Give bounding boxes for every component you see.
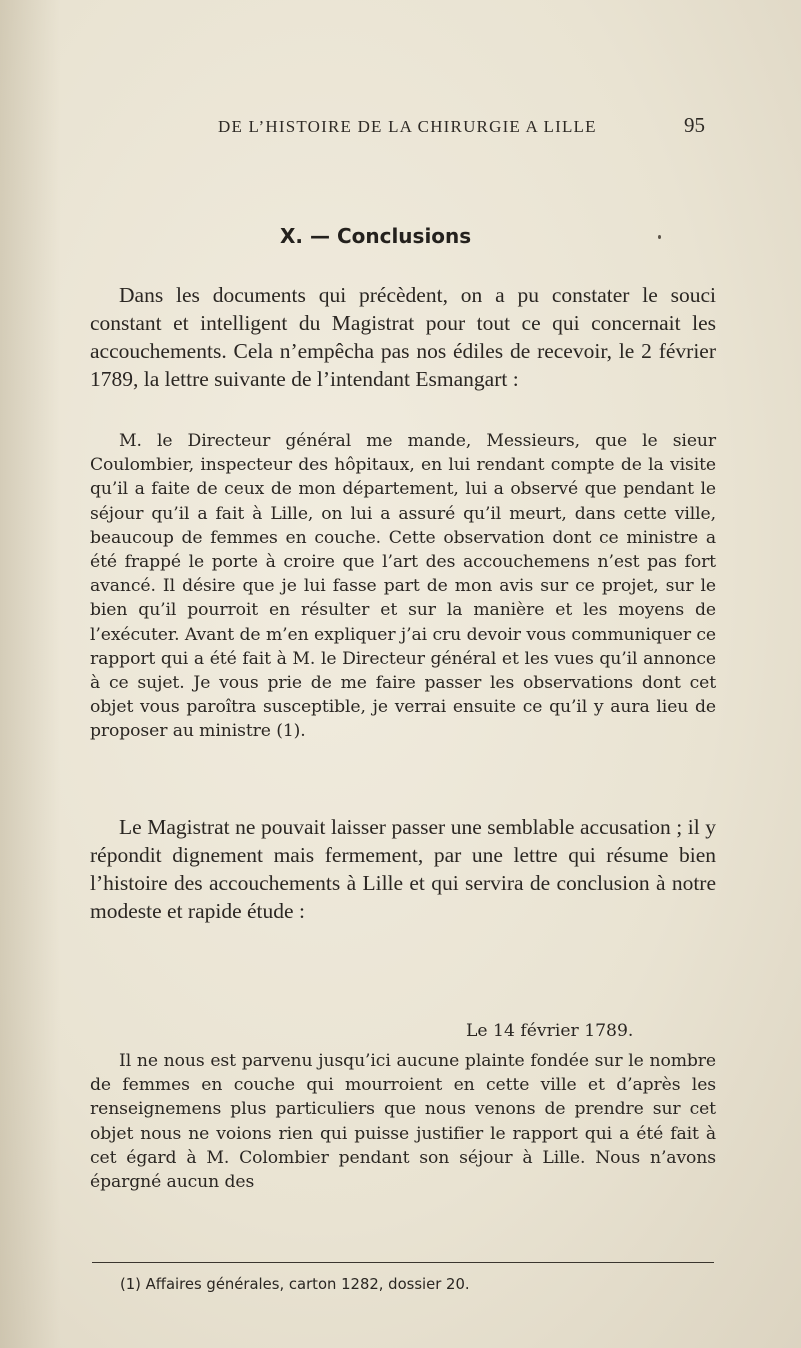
footnote: (1) Affaires générales, carton 1282, dossier 20. [120,1276,470,1293]
page-number: 95 [684,113,705,137]
page-edge-shadow [0,0,60,1348]
footnote-rule [92,1262,714,1263]
paragraph-intro: Dans les documents qui précèdent, on a pu constater le souci constant et intelligent du Magistrat pour tout ce qui concernait les accouchements. Cela n’empêcha pas nos édiles de recevoir, le 2 février 1789, la lettre suivante de l’intendant Esmangart : [90,283,716,391]
quoted-letter-intendant: M. le Directeur général me mande, Messieurs, que le sieur Coulombier, inspecteur des hôpitaux, en lui rendant compte de la visite qu’il a faite de ceux de mon département, lui a observé que pendant le séjour qu’il a fait à Lille, on lui a assuré qu’il meurt, dans cette ville, beaucoup de femmes en couche. Cette observation dont ce ministre a été frappé le porte à croire que l’art des accouchemens n’est pas fort avancé. Il désire que je lui fasse part de mon avis sur ce projet, sur le bien qu’il pourroit en résulter et sur la manière et les moyens de l’exécuter. Avant de m’en expliquer j’ai cru devoir vous communiquer ce rapport qui a été fait à M. le Directeur général et les vues qu’il annonce à ce sujet. Je vous prie de me faire passer les observations dont cet objet vous paroîtra susceptible, je verrai ensuite ce qu’il y aura lieu de proposer au ministre (1). [90,431,716,742]
ink-speck [658,235,661,239]
running-head: DE L’HISTOIRE DE LA CHIRURGIE A LILLE [218,117,597,136]
section-title: X. — Conclusions [280,224,472,248]
paragraph-magistrat: Le Magistrat ne pouvait laisser passer une semblable accusation ; il y répondit dignement mais fermement, par une lettre qui résume bien l’histoire des accouchements à Lille et qui servira de conclusion à notre modeste et rapide étude : [90,815,716,923]
letter-dateline: Le 14 février 1789. [466,1021,634,1041]
quoted-letter-magistrat: Il ne nous est parvenu jusqu’ici aucune plainte fondée sur le nombre de femmes en couche qui mourroient en cette ville et d’après les renseignemens plus particuliers que nous venons de prendre sur cet objet nous ne voions rien qui puisse justifier le rapport qui a été fait à cet égard à M. Colombier pendant son séjour à Lille. Nous n’avons épargné aucun des [90,1051,716,1193]
